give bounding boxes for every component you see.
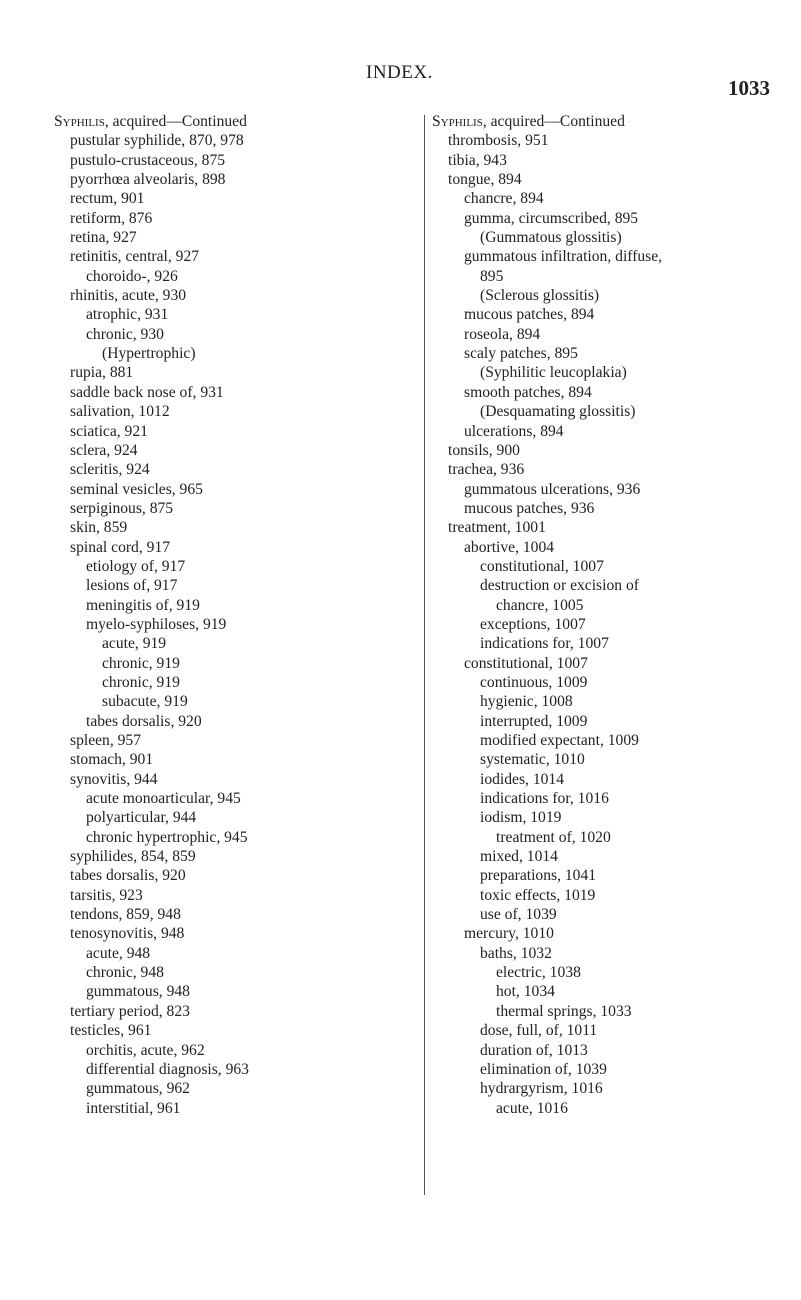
index-entry: skin, 859	[70, 519, 128, 537]
index-entries-left	[54, 131, 414, 1118]
index-heading-suffix: , acquired—Continued	[482, 113, 625, 130]
index-entry: gummatous, 948	[86, 983, 190, 1001]
index-entry: chronic, 930	[86, 325, 164, 343]
index-entry: etiology of, 917	[86, 557, 186, 575]
index-entry: indications for, 1007	[480, 635, 609, 653]
index-entry: continuous, 1009	[480, 673, 588, 691]
index-entry: subacute, 919	[102, 693, 188, 711]
index-entry: polyarticular, 944	[86, 809, 197, 827]
index-entry: acute, 948	[86, 944, 151, 962]
index-entry: rupia, 881	[70, 364, 134, 382]
index-entry: chronic, 919	[102, 654, 180, 672]
index-entry: interrupted, 1009	[480, 712, 588, 730]
column-divider	[424, 115, 425, 1195]
index-entry: pustulo-crustaceous, 875	[70, 151, 226, 169]
index-entry: differential diagnosis, 963	[86, 1060, 249, 1078]
index-heading-term: Syphilis	[54, 113, 105, 130]
index-entry: treatment of, 1020	[496, 828, 611, 846]
index-column-right	[432, 112, 794, 1118]
index-heading-suffix: , acquired—Continued	[104, 113, 247, 130]
index-entry: hydrargyrism, 1016	[480, 1080, 603, 1098]
index-entry: salivation, 1012	[70, 403, 170, 421]
index-entry: treatment, 1001	[448, 519, 546, 537]
index-entry: dose, full, of, 1011	[480, 1022, 598, 1040]
index-entry: choroido-, 926	[86, 267, 178, 285]
index-entry: acute monoarticular, 945	[86, 790, 241, 808]
index-entry: (Desquamating glossitis)	[480, 403, 636, 421]
index-entry: gummatous ulcerations, 936	[464, 480, 641, 498]
index-entry: acute, 1016	[496, 1099, 568, 1117]
index-entry: iodism, 1019	[480, 809, 562, 827]
index-entry: modified expectant, 1009	[480, 732, 639, 749]
index-entry: indications for, 1016	[480, 790, 609, 808]
index-entry: constitutional, 1007	[464, 654, 588, 672]
index-entry: pyorrhœa alveolaris, 898	[70, 171, 226, 189]
index-entry: retinitis, central, 927	[70, 248, 200, 266]
index-entry: (Sclerous glossitis)	[480, 287, 600, 305]
index-entry: tendons, 859, 948	[70, 906, 181, 924]
index-entry: hygienic, 1008	[480, 693, 573, 711]
index-entry: tabes dorsalis, 920	[86, 712, 202, 730]
index-entry: mucous patches, 936	[464, 499, 595, 517]
index-entry: chancre, 894	[464, 190, 544, 208]
index-entry: retiform, 876	[70, 209, 153, 227]
index-entry: (Hypertrophic)	[102, 345, 196, 363]
index-entry: iodides, 1014	[480, 770, 565, 788]
index-entry: scleritis, 924	[70, 461, 150, 479]
index-heading	[54, 112, 414, 131]
index-entry: smooth patches, 894	[464, 383, 592, 401]
index-entry: tertiary period, 823	[70, 1002, 190, 1020]
index-entry: stomach, 901	[70, 751, 154, 769]
index-entry: serpiginous, 875	[70, 499, 174, 517]
index-entry: (Syphilitic leucoplakia)	[480, 364, 627, 382]
index-entry: rhinitis, acute, 930	[70, 287, 187, 305]
index-entry: meningitis of, 919	[86, 596, 200, 614]
index-heading-term: Syphilis	[432, 113, 483, 130]
index-entry: gumma, circumscribed, 895	[464, 209, 639, 227]
index-entry: trachea, 936	[448, 461, 525, 479]
index-entry: duration of, 1013	[480, 1041, 588, 1059]
index-entry: electric, 1038	[496, 964, 581, 982]
index-entry: chronic, 919	[102, 673, 180, 691]
index-entry: abortive, 1004	[464, 538, 555, 556]
index-entry: spleen, 957	[70, 732, 142, 749]
index-entry: testicles, 961	[70, 1022, 152, 1040]
index-entry: tibia, 943	[448, 151, 507, 169]
index-entry: tarsitis, 923	[70, 886, 143, 904]
index-entry: spinal cord, 917	[70, 538, 171, 556]
index-entry: lesions of, 917	[86, 577, 178, 595]
index-entry: gummatous infiltration, diffuse,	[464, 248, 663, 266]
index-entry: chronic hypertrophic, 945	[86, 828, 248, 846]
index-entry: use of, 1039	[480, 906, 557, 924]
index-entry: roseola, 894	[464, 325, 541, 343]
index-entry: chancre, 1005	[496, 596, 584, 614]
running-header: INDEX.	[366, 62, 433, 83]
index-entry: systematic, 1010	[480, 751, 585, 769]
index-entry: orchitis, acute, 962	[86, 1041, 205, 1059]
index-entry: thrombosis, 951	[448, 132, 549, 150]
index-entry: chronic, 948	[86, 964, 164, 982]
index-entry: ulcerations, 894	[464, 422, 564, 440]
index-entry: destruction or excision of	[480, 577, 639, 595]
index-entry: exceptions, 1007	[480, 615, 586, 633]
index-entry: mixed, 1014	[480, 848, 558, 866]
index-entry: preparations, 1041	[480, 867, 597, 885]
index-column-left	[54, 112, 414, 1118]
index-entry: thermal springs, 1033	[496, 1002, 632, 1020]
index-entry: myelo-syphiloses, 919	[86, 615, 227, 633]
index-entry: syphilides, 854, 859	[70, 848, 196, 866]
index-entry: baths, 1032	[480, 944, 552, 962]
index-entry: pustular syphilide, 870, 978	[70, 132, 244, 150]
index-entry: sclera, 924	[70, 441, 138, 459]
index-entry: (Gummatous glossitis)	[480, 229, 622, 247]
index-entry: mercury, 1010	[464, 925, 554, 943]
index-entry: rectum, 901	[70, 190, 145, 208]
index-entry: synovitis, 944	[70, 770, 158, 788]
index-entry: retina, 927	[70, 229, 137, 247]
index-entry: acute, 919	[102, 635, 167, 653]
index-entry: sciatica, 921	[70, 422, 148, 440]
index-entry: saddle back nose of, 931	[70, 383, 224, 401]
index-entry: gummatous, 962	[86, 1080, 190, 1098]
index-entry: elimination of, 1039	[480, 1060, 607, 1078]
index-entry: tenosynovitis, 948	[70, 925, 185, 943]
index-entry: tabes dorsalis, 920	[70, 867, 186, 885]
index-entries-right	[432, 131, 794, 1118]
index-entry: tongue, 894	[448, 171, 522, 189]
index-heading	[432, 112, 794, 131]
index-entry: seminal vesicles, 965	[70, 480, 203, 498]
index-entry: hot, 1034	[496, 983, 555, 1001]
index-entry: atrophic, 931	[86, 306, 169, 324]
index-entry: toxic effects, 1019	[480, 886, 596, 904]
page-number: 1033	[728, 76, 770, 100]
index-entry: mucous patches, 894	[464, 306, 595, 324]
index-entry: interstitial, 961	[86, 1099, 181, 1117]
index-entry: scaly patches, 895	[464, 345, 578, 363]
index-entry: 895	[480, 267, 504, 285]
index-entry: constitutional, 1007	[480, 557, 604, 575]
index-entry: tonsils, 900	[448, 441, 520, 459]
